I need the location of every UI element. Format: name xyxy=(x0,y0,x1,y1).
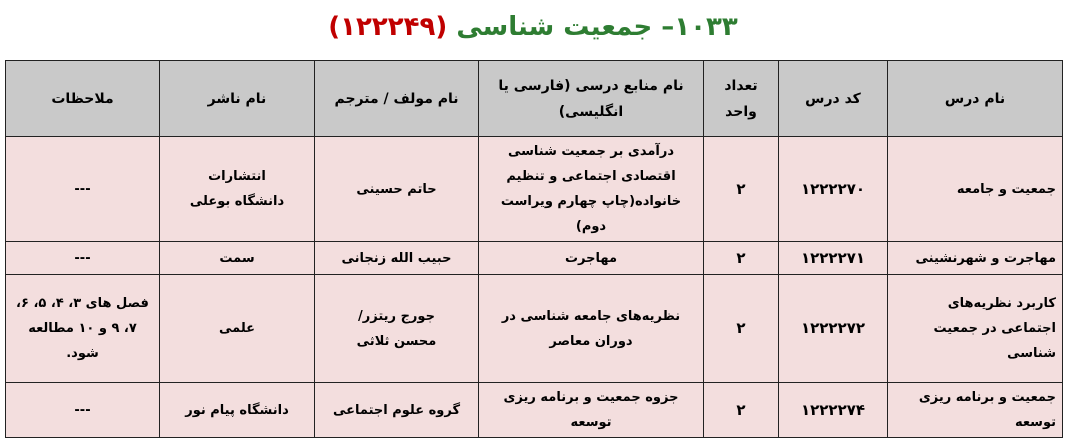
table-row xyxy=(6,137,1063,242)
cell-author: جورج ریتزر/ محسن ثلاثی xyxy=(315,275,479,383)
cell-notes: فصل های ۳، ۴، ۵، ۶، ۷، ۹ و ۱۰ مطالعه شود. xyxy=(6,275,160,383)
cell-notes: --- xyxy=(6,137,160,242)
header-sources: نام منابع درسی (فارسی یا انگلیسی) xyxy=(479,61,704,137)
header-course-code: کد درس xyxy=(779,61,888,137)
cell-author: حاتم حسینی xyxy=(315,137,479,242)
page-title xyxy=(0,8,1066,46)
cell-units: ۲ xyxy=(704,383,779,438)
title-number: ۱۰۳۳– xyxy=(661,12,738,42)
title-code: (۱۲۲۲۴۹) xyxy=(328,12,448,42)
cell-course-name: کاربرد نظریه‌های اجتماعی در جمعیت شناسی xyxy=(888,275,1063,383)
cell-publisher: سمت xyxy=(160,242,315,275)
cell-author: حبیب الله زنجانی xyxy=(315,242,479,275)
cell-publisher: دانشگاه پیام نور xyxy=(160,383,315,438)
cell-sources: مهاجرت xyxy=(479,242,704,275)
cell-notes: --- xyxy=(6,242,160,275)
cell-units: ۲ xyxy=(704,242,779,275)
header-course-name: نام درس xyxy=(888,61,1063,137)
cell-sources: نظریه‌های جامعه شناسی در دوران معاصر xyxy=(479,275,704,383)
cell-publisher: انتشارات دانشگاه بوعلی xyxy=(160,137,315,242)
cell-sources: درآمدی بر جمعیت شناسی اقتصادی اجتماعی و تنظیم خانواده(چاپ چهارم ویراست دوم) xyxy=(479,137,704,242)
cell-publisher: علمی xyxy=(160,275,315,383)
header-author: نام مولف / مترجم xyxy=(315,61,479,137)
cell-author: گروه علوم اجتماعی xyxy=(315,383,479,438)
header-units: تعداد واحد xyxy=(704,61,779,137)
header-notes: ملاحظات xyxy=(6,61,160,137)
cell-course-name: جمعیت و برنامه ریزی توسعه xyxy=(888,383,1063,438)
cell-sources: جزوه جمعیت و برنامه ریزی توسعه xyxy=(479,383,704,438)
cell-course-code: ۱۲۲۲۲۷۰ xyxy=(779,137,888,242)
table-row xyxy=(6,383,1063,438)
cell-units: ۲ xyxy=(704,137,779,242)
table-row xyxy=(6,275,1063,383)
cell-course-code: ۱۲۲۲۲۷۴ xyxy=(779,383,888,438)
courses-table xyxy=(5,60,1063,438)
cell-course-name: جمعیت و جامعه xyxy=(888,137,1063,242)
title-name: جمعیت شناسی xyxy=(456,12,653,42)
header-publisher: نام ناشر xyxy=(160,61,315,137)
cell-units: ۲ xyxy=(704,275,779,383)
cell-course-code: ۱۲۲۲۲۷۱ xyxy=(779,242,888,275)
cell-course-code: ۱۲۲۲۲۷۲ xyxy=(779,275,888,383)
table-row xyxy=(6,242,1063,275)
cell-course-name: مهاجرت و شهرنشینی xyxy=(888,242,1063,275)
cell-notes: --- xyxy=(6,383,160,438)
header-row xyxy=(6,61,1063,137)
